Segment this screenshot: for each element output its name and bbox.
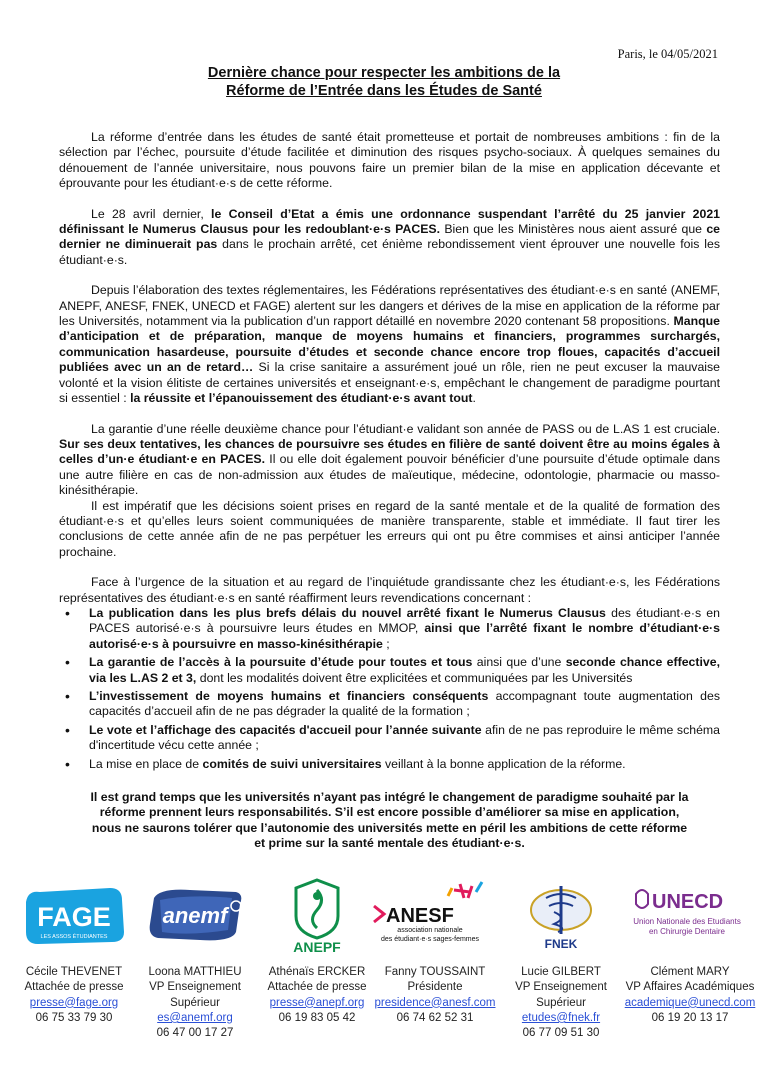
text-span: veillant à la bonne application de la réforme. [381, 756, 626, 771]
contact-name: Fanny TOUSSAINT [384, 966, 486, 978]
contact-role: Attachée de presse [267, 981, 367, 994]
bold-span: ce dernier ne diminuerait pas [59, 222, 721, 252]
document-body [59, 130, 720, 852]
contact-email-link[interactable]: presidence@anesf.com [374, 996, 496, 1009]
text-span: Depuis l’élaboration des textes réglementaires, les Fédérations représentatives des étudiant·e·s en santé (ANEMF, ANEPF, ANESF, FNEK, UNECD et FAGE) alertent sur les dangers et dérives de la mise en application de la réforme par les Universités, notamment via la publication d’un rapport détaillé en novembre 2020 contenant 58 propositions. [59, 283, 720, 329]
anepf-logo-graphic [272, 876, 362, 956]
list-item [59, 689, 720, 720]
contact-fage [4, 965, 144, 1026]
contact-role: VP Enseignement Supérieur [149, 981, 241, 1009]
bold-span: Manque d’anticipation et de préparation, manque de moyens humains et financiers, programmes surchargés, communication hasardeuse, poursuite d’études et seconde chance encore trop floues, capacités d’accueil publiées avec un an de retard… [59, 314, 720, 375]
list-item [59, 757, 720, 772]
paragraph-sante-mentale: Il est impératif que les décisions soient prises en regard de la santé mentale et de la qualité de formation des étudiant·e·s et qu’elles leurs soient communiquées de manière transparente, stable et immédiate. Il faut tirer les conclusions de cette année afin de ne pas perpétuer les erreurs qui ont pu être commises et ainsi anticiper l’année prochaine. [59, 498, 720, 559]
paragraph-seconde-chance [59, 422, 720, 499]
bold-span: seconde chance effective, via les L.AS 2 et 3, [89, 655, 720, 685]
text-span: dans le prochain arrêté, cet énième rebondissement vient éprouver une nouvelle fois les étudiant·e·s. [59, 237, 720, 267]
anepf-logo-text: ANEPF [293, 939, 341, 955]
title-line-2: Réforme de l’Entrée dans les Études de Santé [226, 83, 542, 99]
text-span: Si la crise sanitaire a assurément joué un rôle, rien ne peut excuser la mauvaise volonté et la vision élitiste de certaines universités et enseignant·e·s, empêchant le changement de paradigme pourtant si essentiel : [59, 360, 721, 406]
fnek-logo-text: FNEK [544, 937, 578, 951]
contact-phone: 06 75 33 79 30 [35, 1011, 113, 1024]
fage-logo-subtext: LES ASSOS ÉTUDIANTES [40, 934, 108, 940]
bold-span: la réussite et l’épanouissement des étudiant·e·s avant tout [130, 391, 473, 406]
fage-logo-graphic [18, 876, 130, 956]
contact-role: Présidente [407, 981, 463, 994]
anesf-logo-graphic [368, 876, 498, 956]
contact-unecd [620, 965, 760, 1026]
contact-email-link[interactable]: etudes@fnek.fr [521, 1011, 601, 1024]
fnek-logo [516, 876, 606, 956]
anemf-logo-text: anemf [162, 903, 228, 928]
unecd-logo-subtext-2: en Chirurgie Dentaire [648, 927, 726, 936]
conclusion-paragraph: Il est grand temps que les universités n’ayant pas intégré le changement de paradigme souhaité par la réforme prennent leurs responsabilités. S’il est encore possible d’améliorer sa mise en application, nous ne saurons tolérer que l’autonomie des universités mette en péril les ambitions de cette réforme et prime sur la santé mentale des étudiant·e·s. [90, 790, 689, 851]
text-span: Le 28 avril dernier, [91, 206, 212, 221]
list-item [59, 606, 720, 652]
list-item [59, 723, 720, 754]
contact-name: Clément MARY [650, 966, 730, 978]
contact-phone: 06 19 83 05 42 [278, 1011, 356, 1024]
contact-anemf [125, 965, 265, 1041]
contact-email-link[interactable]: academique@unecd.com [624, 996, 756, 1009]
contact-anesf [365, 965, 505, 1026]
unecd-logo [622, 876, 752, 956]
unecd-logo-subtext-1: Union Nationale des Etudiants [633, 917, 741, 926]
unecd-logo-graphic [622, 876, 752, 956]
document-date: Paris, le 04/05/2021 [617, 47, 718, 61]
contact-role: VP Enseignement Supérieur [515, 981, 607, 1009]
contact-name: Athénaïs ERCKER [268, 966, 366, 978]
bold-span: La publication dans les plus brefs délais du nouvel arrêté fixant le Numerus Clausus [89, 605, 606, 620]
contact-name: Lucie GILBERT [521, 966, 601, 978]
bold-span: La garantie de l’accès à la poursuite d’étude pour toutes et tous [89, 655, 473, 670]
anesf-logo-subtext-2: des étudiant·e·s sages-femmes [380, 936, 480, 943]
anesf-logo-text: ANESF [386, 905, 454, 927]
text-span: ainsi que d’une [472, 655, 566, 670]
contact-email-link[interactable]: presse@anepf.org [269, 996, 365, 1009]
paragraph-intro: La réforme d’entrée dans les études de santé était prometteuse et portait de nombreuses ambitions : fin de la sélection par l’échec, poursuite d’étude facilitée et diminution des risques psycho-sociaux. À quelques semaines du dénouement de l’année universitaire, nous pouvons faire un premier bilan de la mise en application décevante et éprouvante pour les étudiant·e·s de cette réforme. [59, 130, 720, 191]
contact-phone: 06 47 00 17 27 [156, 1027, 234, 1040]
bold-span: le Conseil d’Etat a émis une ordonnance suspendant l’arrêté du 25 janvier 2021 définissant le Numerus Clausus pour les redoublant·e·s PACES. [59, 206, 720, 237]
text-span: dont les modalités doivent être explicitées et communiquées par les Universités [196, 670, 633, 685]
revendications-list [59, 606, 720, 772]
anemf-logo-graphic [140, 876, 250, 956]
anemf-logo [140, 876, 250, 956]
contact-phone: 06 77 09 51 30 [522, 1027, 600, 1040]
fage-logo-text: FAGE [37, 902, 111, 932]
title-line-1: Dernière chance pour respecter les ambitions de la [207, 65, 561, 81]
text-span: des étudiant·e·s en PACES autorisé·e·s à poursuivre leurs études en MMOP, [89, 605, 720, 636]
bold-span: ainsi que l’arrêté fixant le nombre d’étudiant·e·s autorisé·e·s à poursuivre en masso-kinésithérapie [89, 621, 720, 651]
contact-email-link[interactable]: es@anemf.org [157, 1011, 233, 1024]
paragraph-conseil-etat [59, 207, 720, 269]
text-span: . [472, 391, 476, 406]
paragraph-federations [59, 283, 720, 406]
fnek-logo-graphic [516, 876, 606, 956]
anesf-logo [368, 876, 498, 956]
paragraph-revendications-intro: Face à l’urgence de la situation et au regard de l’inquiétude grandissante chez les étudiant·e·s, les Fédérations représentatives des étudiant·e·s en santé réaffirment leurs revendications concernant : [59, 575, 720, 605]
contact-email-link[interactable]: presse@fage.org [29, 996, 119, 1009]
anepf-logo [272, 876, 362, 956]
anesf-logo-subtext-1: association nationale [397, 927, 463, 934]
bold-span: comités de suivi universitaires [202, 756, 382, 771]
bold-span: Le vote et l’affichage des capacités d'accueil pour l’année suivante [89, 722, 482, 737]
document-title [0, 64, 768, 100]
text-span: La mise en place de [89, 756, 203, 771]
text-span: afin de ne pas reproduire le même schéma d'incertitude vécu cette année ; [89, 722, 720, 753]
bold-span: L’investissement de moyens humains et financiers conséquents [89, 689, 489, 703]
contact-name: Loona MATTHIEU [148, 966, 242, 978]
unecd-logo-text: UNECD [652, 891, 724, 913]
text-span: ; [382, 636, 390, 651]
fage-logo [18, 876, 130, 956]
text-span: La garantie d’une réelle deuxième chance pour l’étudiant·e validant son année de PASS ou de L.AS 1 est cruciale. [91, 421, 720, 436]
contact-phone: 06 19 20 13 17 [651, 1011, 729, 1024]
contact-role: VP Affaires Académiques [625, 981, 755, 994]
text-span: Bien que les Ministères nous aient assuré que [440, 222, 707, 237]
list-item [59, 655, 720, 686]
contact-phone: 06 74 62 52 31 [396, 1011, 474, 1024]
contact-fnek [491, 965, 631, 1041]
contact-name: Cécile THEVENET [25, 966, 123, 978]
text-span: Il ou elle doit également pouvoir bénéficier d’une poursuite d’étude optimale dans une autre filière en cas de non-admission aux études de maïeutique, médecine, odontologie, pharmacie ou masso-kinésithérapie. [59, 452, 720, 498]
contact-role: Attachée de presse [24, 981, 124, 994]
text-span: accompagnant toute augmentation des capacités d’accueil afin de ne pas dégrader la qualité de la formation ; [89, 689, 720, 719]
federation-logos [0, 876, 768, 956]
bold-span: Sur ses deux tentatives, les chances de poursuivre ses études en filière de santé doivent être au moins égales à celles d’un·e étudiant·e en PACES. [59, 436, 720, 467]
